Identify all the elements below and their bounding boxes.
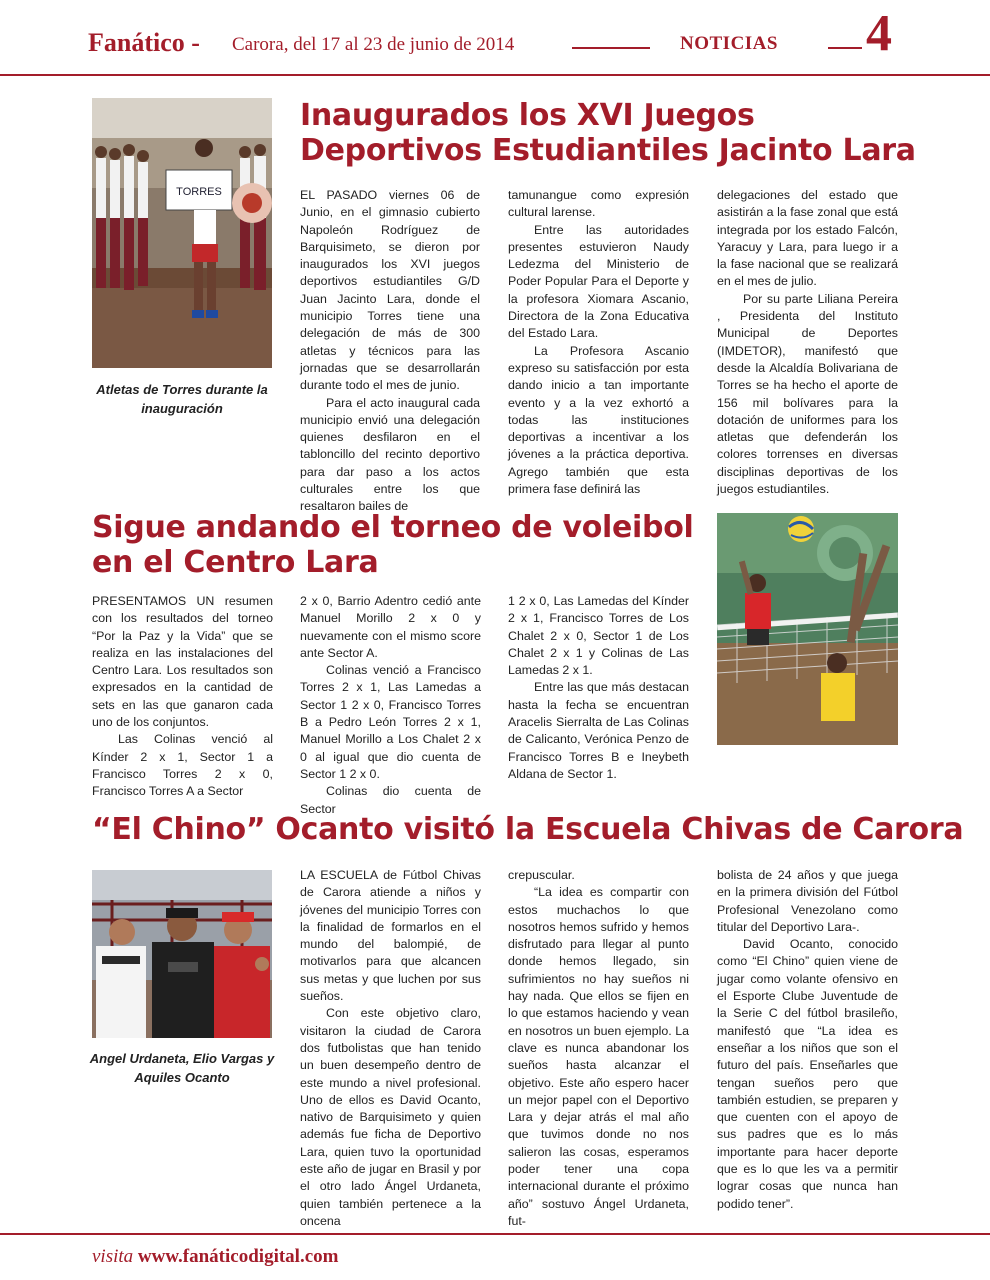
paragraph: Para el acto inaugural cada municipio envió una delegación quienes desfilaron en el tabloncillo del recinto deportivo para dar paso a los actos culturales entre los que resaltaron bailes de [300,395,480,514]
page-number: 4 [866,5,892,62]
players-photo [92,870,272,1038]
article-column [300,867,481,1230]
paragraph: Entre las que más destacan hasta la fecha se encuentran Aracelis Sierralta de Las Colinas de Calicanto, Verónica Penzo de Francisco Torres B e Ineybeth Aldana de Sector 1. [508,680,689,781]
header-divider [572,47,650,49]
paragraph: crepuscular. [508,868,575,882]
header-divider [828,47,862,49]
footer-rule [0,1233,990,1235]
photo-caption: Angel Urdaneta, Elio Vargas y Aquiles Ocanto [89,1051,275,1085]
paragraph: “La idea es compartir con estos muchachos lo que nosotros hemos sufrido y hemos disfrutado para llegar al punto donde hemos llegado, sin sufrimientos no hay sueños ni hay nada. Que ellos se fijen en lo que estamos haciendo y vean en nosotros un buen ejemplo. La clave es nunca abandonar los sueños hasta alcanzar el objetivo. Este año espero hacer un mejor papel con el Deportivo Lara y dejar atrás el mal año que tuvimos donde no nos salieron las cosas, esperamos poder tener una copa internacional durante el próximo año” sostuvo Ángel Urdaneta, fut- [508,885,689,1228]
paragraph: 2 x 0, Barrio Adentro cedió ante Manuel Morillo 2 x 0 y nuevamente con el mismo score ante Sector A. [300,594,481,660]
paragraph: 1 2 x 0, Las Lamedas del Kínder 2 x 1, Francisco Torres de Los Chalet 2 x 0, Sector 1 de Los Chalet 2 x 1 y Colinas de Las Lamedas 2 x 1. [508,594,689,678]
article-column [508,867,689,1230]
footer-website-link[interactable]: www.fanáticodigital.com [137,1246,339,1267]
headline-line: Inaugurados los XVI Juegos [300,98,755,133]
article-column [717,187,898,498]
paragraph: Colinas venció a Francisco Torres 2 x 1, Las Lamedas a Sector 1 2 x 0, Francisco Torres B a Pedro León Torres 2 x 1, Manuel Morillo a Los Chalet 2 x 0 al igual que dio cuenta de Sector 1 2 x 0. [300,663,481,781]
section-name: NOTICIAS [680,33,778,54]
paragraph: Colinas dio cuenta de Sector [300,784,481,816]
paragraph: Entre las autoridades presentes estuvieron Naudy Ledezma del Ministerio de Poder Popular Para el Deporte y la profesora Xiomara Ascanio, Directora de la Zona Educativa del Estado Lara. [508,222,689,341]
article-column [300,593,481,818]
masthead-brand: Fanático - [88,28,200,57]
paragraph: EL PASADO viernes 06 de Junio, en el gimnasio cubierto Napoleón Rodríguez de Barquisimeto, se dieron por inaugurados los XVI juegos deportivos estudiantiles G/D Juan Jacinto Lara, donde el municipio Torres tiene una delegación de más de 300 atletas y técnicos para las jornadas que se desarrollarán durante todo el mes de junio. [300,188,480,393]
footer-label: visita [92,1246,134,1267]
issue-date: Carora, del 17 al 23 de junio de 2014 [232,34,515,55]
paragraph: Por su parte Liliana Pereira , Presidenta del Instituto Municipal de Deportes (IMDETOR), manifestó que desde la Alcaldía Bolivariana de Torres se ha hecho el aporte de 156 mil bolívares para la dotación de uniformes para los atletas que defenderán los colores torrenses en diversas disciplinas deportivas de los juegos estudiantiles. [717,291,898,497]
article-column [92,593,273,801]
athletes-parade-photo [92,98,272,368]
article-column [508,187,689,498]
photo-caption: Atletas de Torres durante la inauguración [96,382,268,416]
footer [92,1246,338,1268]
headline-line: Deportivos Estudiantiles Jacinto Lara [300,133,916,168]
paragraph: delegaciones del estado que asistirán a la fase zonal que está integrada por los estado Falcón, Yaracuy y Lara, para luego ir a la fase nacional que se realizará en el mes de julio. [717,188,898,289]
paragraph: Las Colinas venció al Kínder 2 x 1, Sector 1 a Francisco Torres 2 x 0, Francisco Torres A a Sector [92,732,273,799]
article-column [717,867,898,1213]
article-column [508,593,689,783]
header-rule [0,74,990,76]
headline-line: Sigue andando el torneo de voleibol [92,510,694,545]
paragraph: bolista de 24 años y que juega en la primera división del Fútbol Profesional Venezolano como titular del Deportivo Lara-. [717,868,898,934]
paragraph: LA ESCUELA de Fútbol Chivas de Carora atiende a niños y jóvenes del municipio Torres con la finalidad de formarlos en el mundo del balompié, de motivarlos para que alcancen sus metas y que luchen por sus sueños. [300,868,481,1004]
paragraph: tamunangue como expresión cultural larense. [508,188,689,220]
paragraph: Con este objetivo claro, visitaron la ciudad de Carora dos futbolistas que han tenido un buen desempeño dentro de este mundo a nivel profesional. Uno de ellos es David Ocanto, nativo de Barquisimeto y quien además fue ficha de Deportivo Lara, quien tuvo la oportunidad este año de jugar en Brasil y por el otro lado Ángel Urdaneta, quien también pertenece a la oncena [300,1006,481,1228]
sign-text: TORRES [176,186,222,198]
article-headline [92,510,702,580]
article-headline: “El Chino” Ocanto visitó la Escuela Chivas de Carora [92,812,964,847]
article-headline [300,98,920,168]
article-column [300,187,480,516]
paragraph: David Ocanto, conocido como “El Chino” quien viene de jugar como volante ofensivo en el Esporte Clube Juventude de la Serie C del fútbol brasileño, manifestó que “La idea es enseñar a los niños que son el futuro del país. Enseñarles que tengan sueños pero que también estudien, se preparen y que cuenten con el apoyo de sus padres que es lo más importante para hacer deporte que es lo que les va a permitir lograr cosas que nunca han podido tener”. [717,937,898,1211]
volleyball-photo [717,513,898,745]
paragraph: La Profesora Ascanio expreso su satisfacción por esta dando inicio a tan importante evento y a la vez exhortó a todas las instituciones deportivas a incentivar a los jóvenes a la práctica deportiva. Agrego también que esta primera fase definirá las [508,343,689,497]
headline-line: en el Centro Lara [92,545,379,580]
paragraph: PRESENTAMOS UN resumen con los resultados del torneo “Por la Paz y la Vida” que se realiza en las instalaciones del Centro Lara. Los resultados son expresados en la cantidad de sets en las que ganaron cada uno de los conjuntos. [92,594,273,730]
